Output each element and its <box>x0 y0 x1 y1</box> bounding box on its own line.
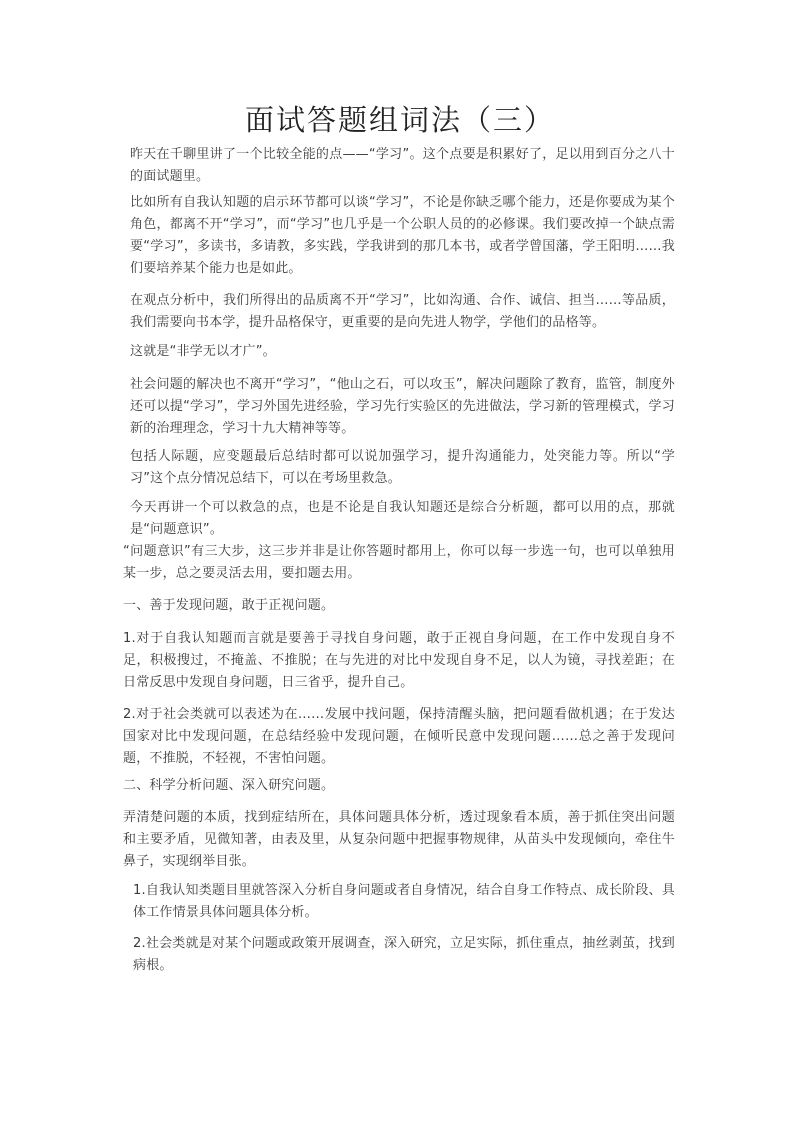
paragraph: 社会问题的解决也不离开“学习”，“他山之石，可以攻玉”，解决问题除了教育，监管，制度外还可以提“学习”，学习外国先进经验，学习先行实验区的先进做法，学习新的管理模式，学习新的治理理念，学习十九大精神等等。 <box>130 377 675 436</box>
paragraph: 弄清楚问题的本质，找到症结所在，具体问题具体分析，透过现象看本质，善于抓住突出问题和主要矛盾，见微知著，由表及里，从复杂问题中把握事物规律，从苗头中发现倾向，牵住牛鼻子，实现纲举目张。 <box>123 810 675 869</box>
paragraph: 今天再讲一个可以救急的点，也是不论是自我认知题还是综合分析题，都可以用的点，那就是“问题意识”。 <box>130 500 675 537</box>
document-title: 面试答题组词法（三） <box>244 103 555 137</box>
paragraph: 2.社会类就是对某个问题或政策开展调查，深入研究，立足实际，抓住重点，抽丝剥茧，找到病根。 <box>133 936 675 973</box>
paragraph: 在观点分析中，我们所得出的品质离不开“学习”，比如沟通、合作、诚信、担当……等品质，我们需要向书本学，提升品格保守，更重要的是向先进人物学，学他们的品格等。 <box>130 293 675 330</box>
paragraph: 1.自我认知类题目里就答深入分析自身问题或者自身情况，结合自身工作特点、成长阶段、具体工作情景具体问题具体分析。 <box>133 883 675 920</box>
paragraph: 比如所有自我认知题的启示环节都可以谈“学习”，不论是你缺乏哪个能力，还是你要成为某个角色，都离不开“学习”，而“学习”也几乎是一个公职人员的的必修课。我们要改掉一个缺点需要“学习”，多读书，多请教，多实践，学我讲到的那几本书，或者学曾国藩，学王阳明……我们要培养某个能力也是如此。 <box>130 195 675 276</box>
paragraph: 包括人际题，应变题最后总结时都可以说加强学习，提升沟通能力，处突能力等。所以“学习”这个点分情况总结下，可以在考场里救急。 <box>130 449 675 486</box>
paragraph: 这就是“非学无以才广”。 <box>130 344 276 359</box>
paragraph: “问题意识”有三大步，这三步并非是让你答题时都用上，你可以每一步选一句，也可以单独用某一步，总之要灵活去用，要扣题去用。 <box>123 544 675 581</box>
paragraph: 1.对于自我认知题而言就是要善于寻找自身问题，敢于正视自身问题，在工作中发现自身不足，积极搜过，不掩盖、不推脱；在与先进的对比中发现自身不足，以人为镜，寻找差距；在日常反思中发现自身问题，日三省乎，提升自己。 <box>123 631 675 690</box>
paragraph: 2.对于社会类就可以表述为在……发展中找问题，保持清醒头脑，把问题看做机遇；在于发达国家对比中发现问题，在总结经验中发现问题，在倾听民意中发现问题……总之善于发现问题，不推脱，不轻视，不害怕问题。 <box>123 707 675 766</box>
section-heading: 二、科学分析问题、深入研究问题。 <box>123 778 335 793</box>
paragraph: 昨天在千聊里讲了一个比较全能的点——“学习”。这个点要是积累好了，足以用到百分之八十的面试题里。 <box>130 147 675 184</box>
section-heading: 一、善于发现问题，敢于正视问题。 <box>123 598 335 613</box>
